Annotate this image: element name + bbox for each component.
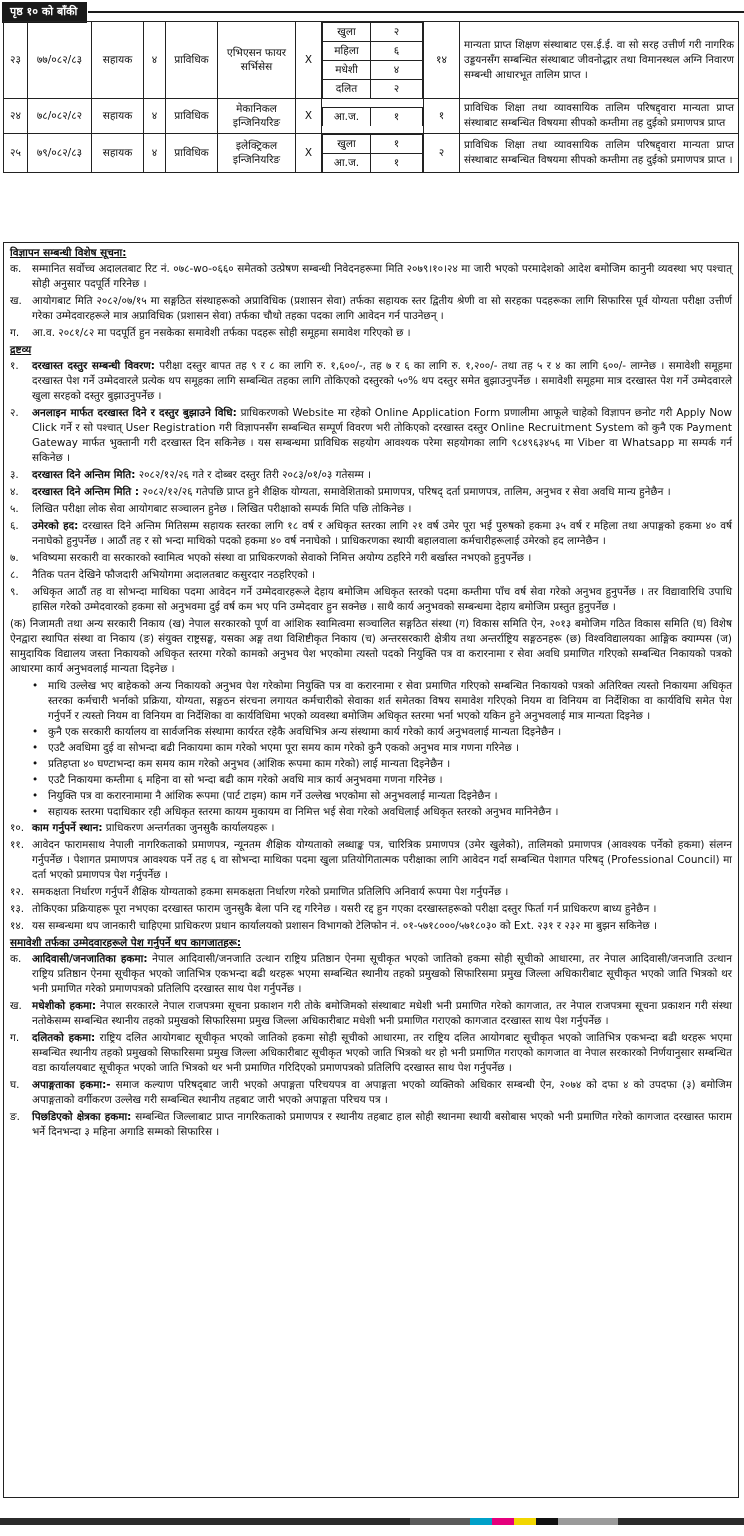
item-body xyxy=(32,999,732,1029)
experience-bullet xyxy=(32,741,732,756)
row-requirement: प्राविधिक शिक्षा तथा व्यावसायिक तालिम परिषद्द्वारा मान्यता प्राप्त संस्थाबाट सम्बन्धित विषयमा सीपको कम्तीमा तह दुईको प्रमाणपत्र प्राप्त । xyxy=(460,134,739,173)
note-item xyxy=(10,821,732,836)
inclusive-item xyxy=(10,1031,732,1076)
row-level: ४ xyxy=(144,22,166,99)
item-number: १४. xyxy=(10,920,25,932)
row-level: ४ xyxy=(144,134,166,173)
bullet-text: नियुक्ति पत्र वा करारनामामा नै आंशिक रूपमा (पार्ट टाइम) काम गर्ने उल्लेख भएकोमा सो अनुभवलाई मान्यता दिइनेछैन । xyxy=(48,790,498,802)
note-item xyxy=(10,902,732,917)
item-text: समकक्षता निर्धारण गर्नुपर्ने शैक्षिक योग्यताको हकमा समकक्षता निर्धारण गरेको प्रमाणित प्रतिलिपि अनिवार्य रूपमा पेश गर्नुपर्नेछ । xyxy=(32,886,509,898)
item-number: ख. xyxy=(10,1000,22,1012)
row-categories xyxy=(322,22,424,99)
note-item xyxy=(10,502,732,517)
item-body xyxy=(32,519,732,549)
experience-bullet xyxy=(32,757,732,772)
row-sn: २३ xyxy=(4,22,28,99)
row-categories xyxy=(322,99,424,134)
item-body xyxy=(32,406,732,466)
color-swatch xyxy=(536,1518,558,1525)
row-sn: २५ xyxy=(4,134,28,173)
note-item xyxy=(10,568,732,583)
item-body xyxy=(32,838,732,883)
color-swatch xyxy=(492,1518,514,1525)
item-body xyxy=(32,952,732,997)
row-sn: २४ xyxy=(4,99,28,134)
bullet-dot-icon: • xyxy=(32,680,39,692)
item-text: नैतिक पतन देखिने फौजदारी अभियोगमा अदालतबाट कसुरदार नठहरिएको । xyxy=(32,569,316,581)
item-label: पिछडिएको क्षेत्रका हकमा: xyxy=(32,1111,132,1123)
row-post: सहायक xyxy=(92,134,144,173)
item-body xyxy=(32,1031,732,1076)
item-text: सम्बन्धित जिल्लाबाट प्राप्त नागरिकताको प्रमाणपत्र र स्थानीय तहबाट हाल सोही स्थानमा स्थायी बसोबास भएको भनी प्रमाणित गरेको कागजात दरखास्त फाराम भर्ने दिनभन्दा ३ महिना अगाडि सम्मको सिफारिस । xyxy=(32,1111,732,1138)
item-text: नेपाल सरकारले नेपाल राजपत्रमा सूचना प्रकाशन गरी तोके बमोजिमको संस्थाबाट मधेशी भनी प्रमाणित गरेको कागजात, तर नेपाल राजपत्रमा सूचना प्रकाशन गरी संस्था नतोकेसम्म सम्बन्धित स्थानीय तहको प्रमुखको सिफारिसमा प्रमुख जिल्ला अधिकारीबाट मधेशी भनी प्रमाणित गराएको कागजात दरखास्त साथ पेश गर्नुपर्नेछ । xyxy=(32,1000,732,1027)
item-number: १२. xyxy=(10,886,25,898)
item-text: प्राधिकरण अन्तर्गतका जुनसुकै कार्यालयहरू । xyxy=(102,822,275,834)
row-mark: X xyxy=(296,134,322,173)
item-number: क. xyxy=(10,263,22,275)
category-name: दलित xyxy=(323,80,371,99)
experience-bullet xyxy=(32,725,732,740)
item-number: ५. xyxy=(10,503,19,515)
row-requirement: प्राविधिक शिक्षा तथा व्यावसायिक तालिम परिषद्द्वारा मान्यता प्राप्त संस्थाबाट सम्बन्धित विषयमा सीपको कम्तीमा तह दुईको प्रमाणपत्र प्राप्त xyxy=(460,99,739,134)
item-number: ३. xyxy=(10,469,19,481)
item-number: २. xyxy=(10,407,19,419)
inclusive-item xyxy=(10,1078,732,1108)
table-row xyxy=(4,99,739,134)
row-mark: X xyxy=(296,99,322,134)
item-body xyxy=(32,326,732,341)
note-item xyxy=(10,585,732,615)
category-name: महिला xyxy=(323,42,371,61)
item-number: १०. xyxy=(10,822,25,834)
item-number: १३. xyxy=(10,903,25,915)
item-text: २०८२/१२/२६ गते र दोब्बर दस्तुर तिरी २०८३/०१/०३ गतेसम्म । xyxy=(135,469,371,481)
item-body xyxy=(32,1078,732,1108)
item-label: दरखास्त दिने अन्तिम मिति: xyxy=(32,469,136,481)
item-label: दरखास्त दिने अन्तिम मिति : xyxy=(32,486,140,498)
note-item xyxy=(10,551,732,566)
experience-paragraph: (क) निजामती तथा अन्य सरकारी निकाय (ख) नेपाल सरकारको पूर्ण वा आंशिक स्वामित्वमा सञ्चालित सङ्गठित संस्था (ग) विकास समिति ऐन, २०१३ बमोजिम गठित विकास समिति (घ) विशेष ऐनद्वारा स्थापित संस्था वा निकाय (ङ) संयुक्त राष्ट्रसङ्घ, यसका अङ्ग तथा विशिष्टीकृत निकाय (च) अन्तरसरकारी क्षेत्रीय तथा अन्तर्राष्ट्रिय सङ्गठनहरू (छ) विश्वविद्यालयका आङ्गिक क्याम्पस (ज) सामुदायिक विद्यालय जस्ता निकायको अधिकृत स्तरमा गरेको कामको अनुभव पेश भएकोमा त्यस्तो पदको नियुक्ति पत्र वा करारनामा र सेवा अवधि प्रमाणित गरिएको सम्बन्धित निकायको पत्रको आधारमा कार्य अनुभवलाई मान्यता दिइनेछ । xyxy=(10,618,732,675)
row-service: प्राविधिक xyxy=(166,22,218,99)
notes-heading: द्रष्टव्य xyxy=(10,344,32,356)
note-item xyxy=(10,468,732,483)
row-level: ४ xyxy=(144,99,166,134)
special-notice-item xyxy=(10,262,732,292)
item-body xyxy=(32,568,732,583)
item-body xyxy=(32,359,732,404)
row-total: २ xyxy=(424,134,460,173)
category-name: मधेशी xyxy=(323,61,371,80)
category-count: २ xyxy=(371,23,423,42)
item-number: ख. xyxy=(10,295,22,307)
bullet-text: एउटै अवधिमा दुई वा सोभन्दा बढी निकायमा काम गरेको भएमा पूरा समय काम गरेको कुनै एकको अनुभव मात्र गणना गरिनेछ । xyxy=(48,742,520,754)
color-swatch xyxy=(0,1518,410,1525)
item-number: १. xyxy=(10,360,19,372)
item-label: आदिवासी/जनजातिका हकमा: xyxy=(32,953,148,965)
item-body xyxy=(32,919,732,934)
row-categories xyxy=(322,134,424,173)
row-code: ७७/०८२/८३ xyxy=(28,22,92,99)
item-label: मधेशीको हकमा: xyxy=(32,1000,97,1012)
item-text: २०८२/१२/२६ गतेपछि प्राप्त हुने शैक्षिक योग्यता, समावेशिताको प्रमाणपत्र, परिषद् दर्ता प्रमाणपत्र, तालिम, अनुभव र सेवा अवधि मान्य हुनेछैन । xyxy=(139,486,671,498)
row-post: सहायक xyxy=(92,22,144,99)
row-total: १४ xyxy=(424,22,460,99)
item-text: नेपाल आदिवासी/जनजाति उत्थान राष्ट्रिय प्रतिष्ठान ऐनमा सूचीकृत भएको जातिको हकमा सोही सूचीको आधारमा, तर नेपाल आदिवासी/जनजाति उत्थान राष्ट्रिय प्रतिष्ठान ऐनमा सूचीकृत भएको जातिभित्र एकभन्दा बढी थरहरू भएमा सम्बन्धित स्थानीय तहको प्रमुखको सिफारिसमा प्रमुख जिल्ला अधिकारीबाट सूचीकृत भएको जाति भित्रको थर भनी प्रमाणित गरेको प्रमाणपत्रको प्रतिलिपि दरखास्त साथ पेश गर्नुपर्नेछ । xyxy=(32,953,732,995)
item-text: परीक्षा दस्तुर बापत तह ९ र ८ का लागि रु. १,६००/-, तह ७ र ६ का लागि रु. १,२००/- तथा तह ५ र ४ का लागि ६००/- लाग्नेछ । समावेशी समूहमा दरखास्त पेश गर्ने उम्मेदवारले प्रत्येक थप समूहका लागि सम्बन्धित तहका लागि तोकिएको दस्तुरको ५०% थप दस्तुर समेत बुझाउनुपर्नेछ । समावेशी समूहमा मात्र दरखास्त पेश गर्ने उम्मेदवारले खुला सरहको दस्तुर बुझाउनुपर्नेछ । xyxy=(32,360,732,402)
bullet-text: प्रतिहप्ता ४० घण्टाभन्दा कम समय काम गरेको अनुभव (आंशिक रूपमा काम गरेको) लाई मान्यता दिइनेछैन । xyxy=(48,758,451,770)
row-subject: मेकानिकल इन्जिनियरिङ xyxy=(218,99,296,134)
bullet-dot-icon: • xyxy=(32,726,39,738)
item-number: ६. xyxy=(10,520,19,532)
item-number: ४. xyxy=(10,486,19,498)
category-name: आ.ज. xyxy=(323,154,371,173)
experience-bullet xyxy=(32,789,732,804)
item-number: ग. xyxy=(10,1032,20,1044)
item-body xyxy=(32,585,732,615)
color-swatch xyxy=(410,1518,470,1525)
row-subject: एभिएसन फायर सर्भिसेस xyxy=(218,22,296,99)
item-body xyxy=(32,294,732,324)
special-notice-item xyxy=(10,326,732,341)
item-label: अपाङ्गताका हकमा:- xyxy=(32,1079,111,1091)
row-service: प्राविधिक xyxy=(166,134,218,173)
bullet-text: माथि उल्लेख भए बाहेकको अन्य निकायको अनुभव पेश गरेकोमा नियुक्ति पत्र वा करारनामा र सेवा प्रमाणित गरिएको सम्बन्धित निकायको पत्रको अतिरिक्त त्यस्तो निकायमा अधिकृत स्तरका कर्मचारी भर्नाको प्रक्रिया, योग्यता, सङ्गठन संरचना लगायत कर्मचारीको सेवाका शर्त समेतका विषय समावेश गरिएको नियम वा विनियम वा निर्देशिका वा कार्यविधि समेत पेश गर्नुपर्ने र त्यस्तो नियम वा विनियम वा निर्देशिका वा कार्यविधिमा भएको व्यवस्था बमोजिम अधिकृत स्तरमा भर्ना भएको यकिन हुने अनुभवलाई मात्र मान्यता दिइनेछ । xyxy=(48,680,733,722)
top-rule xyxy=(88,11,744,13)
note-item xyxy=(10,885,732,900)
inclusive-item xyxy=(10,999,732,1029)
item-body xyxy=(32,902,732,917)
page-continuation-tag: पृष्ठ १० को बाँकी xyxy=(2,2,87,23)
item-label: उमेरको हद: xyxy=(32,520,79,532)
category-count: ६ xyxy=(371,42,423,61)
item-label: काम गर्नुपर्ने स्थान: xyxy=(32,822,103,834)
item-body xyxy=(32,1110,732,1140)
row-code: ७९/०८२/८३ xyxy=(28,134,92,173)
item-body xyxy=(32,485,732,500)
item-text: आ.व. २०८१/८२ मा पदपूर्ति हुन नसकेका समावेशी तर्फका पदहरू सोही समूहमा समावेश गरिएको छ । xyxy=(32,327,411,339)
item-text: प्राधिकरणको Website मा रहेको Online Application Form प्रणालीमा आफूले चाहेको विज्ञापन छनोट गरी Apply Now Click गर्ने र सो पश्चात् User Registration गरी विज्ञापनसँग सम्बन्धित सम्पूर्ण विवरण भरी तोकिएको दरखास्त दस्तुर Online Recruitment System को कुनै एक Payment Gateway मार्फत भुक्तानी गरी दरखास्त दिन सकिनेछ । यस सम्बन्धमा प्राविधिक सहयोग आवश्यक परेमा सहयोगका लागि ९८४९६३४५६ मा Viber वा Whatsapp मा सम्पर्क गर्न सकिनेछ । xyxy=(32,407,733,464)
item-label: अनलाइन मार्फत दरखास्त दिने र दस्तुर बुझाउने विधि: xyxy=(32,407,237,419)
table-row xyxy=(4,22,739,99)
item-body xyxy=(32,468,732,483)
bullet-dot-icon: • xyxy=(32,774,39,786)
experience-bullet xyxy=(32,679,732,724)
item-number: ग. xyxy=(10,327,20,339)
item-body xyxy=(32,502,732,517)
item-body xyxy=(32,821,732,836)
color-swatch xyxy=(470,1518,492,1525)
note-item xyxy=(10,919,732,934)
item-text: समाज कल्याण परिषद्‌बाट जारी भएको अपाङ्गता परिचयपत्र वा अपाङ्गता भएको व्यक्तिको अधिकार सम्बन्धी ऐन, २०७४ को दफा ४ को उपदफा (३) बमोजिम अपाङ्गताको वर्गीकरण उल्लेख गरी सम्बन्धित स्थानीय तहबाट जारी भएको अपाङ्गता परिचय पत्र । xyxy=(32,1079,732,1106)
item-body xyxy=(32,262,732,292)
row-total: १ xyxy=(424,99,460,134)
color-swatch xyxy=(558,1518,618,1525)
row-mark: X xyxy=(296,22,322,99)
bullet-dot-icon: • xyxy=(32,806,39,818)
item-number: ९. xyxy=(10,586,19,598)
item-text: लिखित परीक्षा लोक सेवा आयोगबाट सञ्चालन हुनेछ । लिखित परीक्षाको सम्पर्क मिति पछि तोकिनेछ । xyxy=(32,503,412,515)
category-count: १ xyxy=(371,154,423,173)
item-number: ७. xyxy=(10,552,19,564)
row-requirement: मान्यता प्राप्त शिक्षण संस्थाबाट एस.ई.ई. वा सो सरह उत्तीर्ण गरी नागरिक उड्डयनसँग सम्बन्धित संस्थाबाट जीवनोद्धार तथा विमानस्थल अग्नि निवारण सम्बन्धी आधारभूत तालिम प्राप्त । xyxy=(460,22,739,99)
experience-bullet xyxy=(32,773,732,788)
item-number: ङ. xyxy=(10,1111,20,1123)
special-notice-heading: विज्ञापन सम्बन्धी विशेष सूचना: xyxy=(10,247,127,259)
category-count: ४ xyxy=(371,61,423,80)
item-text: आयोगबाट मिति २०८२/०७/१५ मा सङ्गठित संस्थाहरूको अप्राविधिक (प्रशासन सेवा) तर्फका सहायक स्तर द्वितीय श्रेणी वा सो सरहका पदहरूका लागि सिफारिस पूर्व योग्यता परीक्षा उत्तीर्ण गरेका उम्मेदवारहरूले मात्र अप्राविधिक (प्रशासन सेवा) तर्फका चौथो तहका पदका लागि आवेदन गर्न पाउनेछन् । xyxy=(32,295,732,322)
item-text: आवेदन फारामसाथ नेपाली नागरिकताको प्रमाणपत्र, न्यूनतम शैक्षिक योग्यताको लब्धाङ्क पत्र, चारित्रिक प्रमाणपत्र (उमेर खुलेको), तालिमको प्रमाणपत्र (आवश्यक पर्नेको हकमा) संलग्न गर्नुपर्नेछ । पेशागत प्रमाणपत्र आवश्यक पर्ने तह ६ वा सोभन्दा माथिका पदमा खुला प्रतियोगितात्मक परीक्षाका लागि आवेदन गर्दा सम्बन्धित पेशागत परिषद् (Professional Council) मा दर्ता भएको प्रमाणपत्र पेश गर्नुपर्नेछ । xyxy=(32,839,732,881)
category-count: १ xyxy=(371,107,423,126)
bullet-text: कुनै एक सरकारी कार्यालय वा सार्वजनिक संस्थामा कार्यरत रहेकै अवधिभित्र अन्य संस्थामा कार्य गरेको कार्य अनुभवलाई मान्यता दिइनेछैन । xyxy=(48,726,562,738)
inclusive-item xyxy=(10,952,732,997)
category-count: १ xyxy=(371,135,423,154)
item-text: दरखास्त दिने अन्तिम मितिसम्म सहायक स्तरका लागि १८ वर्ष र अधिकृत स्तरका लागि २१ वर्ष उमेर पूरा भई पुरुषको हकमा ३५ वर्ष र महिला तथा अपाङ्गको हकमा ४० वर्ष ननाघेको हुनुपर्नेछ । आठौं तह र सो भन्दा माथिको पदको हकमा ४० वर्ष ननाघेको । प्राधिकरणका स्थायी बहालवाला कर्मचारीहरूलाई उमेरको हद लाग्नेछैन । xyxy=(32,520,733,547)
item-number: क. xyxy=(10,953,22,965)
bullet-text: एउटै निकायमा कम्तीमा ६ महिना वा सो भन्दा बढी काम गरेको अवधि मात्र कार्य अनुभवमा गणना गरिनेछ । xyxy=(48,774,443,786)
row-subject: इलेक्ट्रिकल इन्जिनियरिङ xyxy=(218,134,296,173)
color-swatch xyxy=(618,1518,744,1525)
note-item xyxy=(10,485,732,500)
bullet-text: सहायक स्तरमा पदाधिकार रही अधिकृत स्तरमा कायम मुकायम वा निमित्त भई सेवा गरेको अवधिलाई अधिकृत स्तरको अनुभव मानिनेछैन । xyxy=(48,806,559,818)
color-swatch xyxy=(514,1518,536,1525)
row-post: सहायक xyxy=(92,99,144,134)
item-text: यस सम्बन्धमा थप जानकारी चाहिएमा प्राधिकरण प्रधान कार्यालयको प्रशासन विभागको टेलिफोन नं. ०१-५७१८०००/५७१८०३० को Ext. २३१ र २३२ मा बुझन सकिनेछ । xyxy=(32,920,657,932)
special-notice-item xyxy=(10,294,732,324)
color-registration-bar xyxy=(0,1518,744,1525)
item-body xyxy=(32,885,732,900)
inclusive-item xyxy=(10,1110,732,1140)
bullet-dot-icon: • xyxy=(32,758,39,770)
category-name: खुला xyxy=(323,135,371,154)
item-text: तोकिएका प्रक्रियाहरू पूरा नभएका दरखास्त फाराम जुनसुकै बेला पनि रद्द गरिनेछ । यसरी रद्द हुन गएका दरखास्तहरूको परीक्षा दस्तुर फिर्ता गर्न प्राधिकरण बाध्य हुनेछैन । xyxy=(32,903,657,915)
note-item xyxy=(10,406,732,466)
row-service: प्राविधिक xyxy=(166,99,218,134)
item-text: राष्ट्रिय दलित आयोगबाट सूचीकृत भएको जातिको हकमा सोही सूचीको आधारमा, तर राष्ट्रिय दलित आयोगबाट सूचीकृत भएको जातिभित्र एकभन्दा बढी थरहरू भएमा सम्बन्धित स्थानीय तहको प्रमुखको सिफारिसमा प्रमुख जिल्ला अधिकारीबाट सूचीकृत भएको जाति भित्रको थर हो भनी प्रमाणित गराएको कागजात वा नेपाल सरकारको निर्णयानुसार सम्बन्धित वडा कार्यालयबाट सूचीकृत भएको जाति भित्रको थर भनी प्रमाणित गरिदिएको प्रमाणपत्रको प्रतिलिपि दरखास्त साथ पेश गर्नुपर्नेछ । xyxy=(32,1032,732,1074)
row-code: ७८/०८२/८२ xyxy=(28,99,92,134)
item-number: घ. xyxy=(10,1079,20,1091)
note-item xyxy=(10,838,732,883)
category-name: खुला xyxy=(323,23,371,42)
category-name: आ.ज. xyxy=(323,107,371,126)
note-item xyxy=(10,519,732,549)
bullet-dot-icon: • xyxy=(32,790,39,802)
table-row xyxy=(4,134,739,173)
item-number: ११. xyxy=(10,839,25,851)
item-text: अधिकृत आठौं तह वा सोभन्दा माथिका पदमा आवेदन गर्ने उम्मेदवारहरूले देहाय बमोजिम अधिकृत स्तरको पदमा कम्तीमा पाँच वर्ष सेवा गरेको अनुभव हुनुपर्नेछ । तर विद्यावारिधि उपाधि हासिल गरेको उम्मेदवारको हकमा सो अनुभवमा दुई वर्ष कम भए पनि उम्मेदवार हुन सक्नेछ । साथै कार्य अनुभवको सम्बन्धमा देहाय बमोजिम प्रस्तुत हुनुपर्नेछ । xyxy=(32,586,732,613)
item-text: भविष्यमा सरकारी वा सरकारको स्वामित्व भएको संस्था वा प्राधिकरणको सेवाको निमित्त अयोग्य ठहरिने गरी बर्खास्त नभएको हुनुपर्नेछ । xyxy=(32,552,532,564)
posts-table xyxy=(3,21,739,173)
category-count: २ xyxy=(371,80,423,99)
experience-bullet xyxy=(32,805,732,820)
item-text: सम्मानित सर्वोच्च अदालतबाट रिट नं. ०७८-wo-०६६० समेतको उत्प्रेषण सम्बन्धी निवेदनहरूमा मिति २०७९।१०।२४ मा जारी भएको परमादेशको आदेश बमोजिम कानुनी व्यवस्था भए पश्चात् सोही अनुसार पदपूर्ति गरिनेछ । xyxy=(32,263,732,290)
item-label: दलितको हकमा: xyxy=(32,1032,96,1044)
bullet-dot-icon: • xyxy=(32,742,39,754)
item-label: दरखास्त दस्तुर सम्बन्धी विवरण: xyxy=(32,360,155,372)
note-item xyxy=(10,359,732,404)
item-number: ८. xyxy=(10,569,19,581)
inclusive-heading: समावेशी तर्फका उम्मेदवारहरूले पेश गर्नुपर्ने थप कागजातहरू: xyxy=(10,937,242,949)
notes-section xyxy=(3,242,739,1498)
item-body xyxy=(32,551,732,566)
